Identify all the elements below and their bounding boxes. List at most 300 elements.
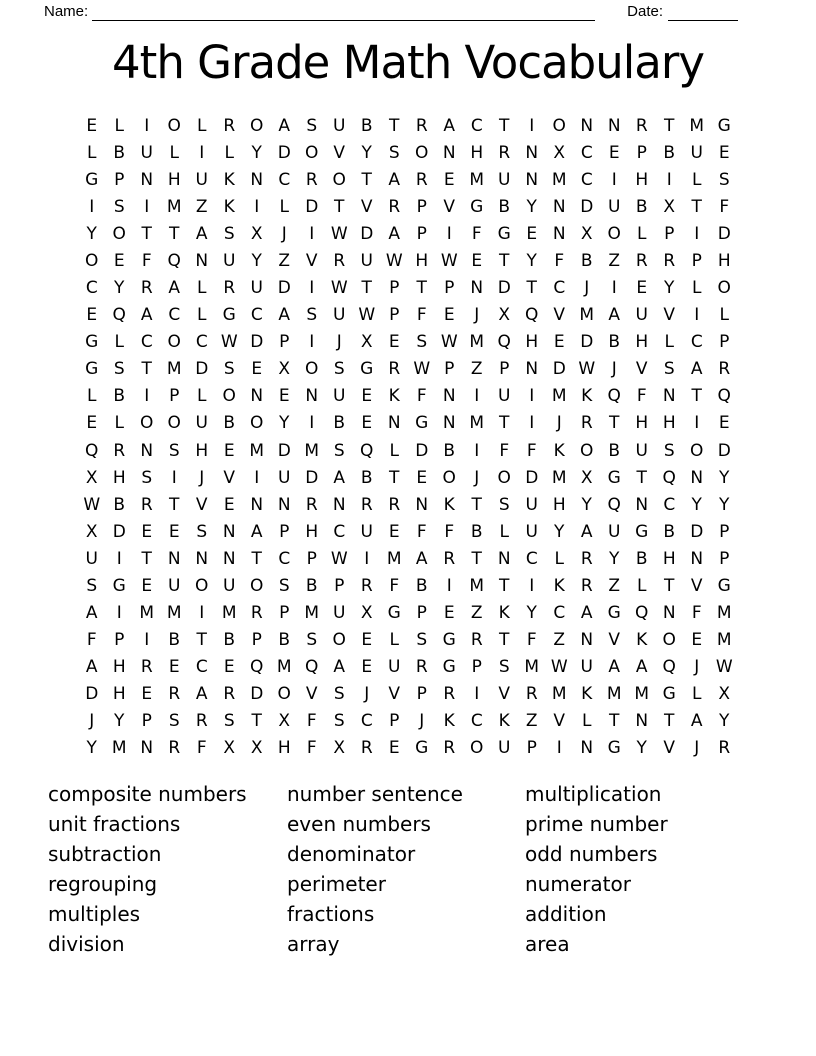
grid-cell: Q bbox=[360, 440, 374, 461]
grid-cell: A bbox=[140, 305, 153, 326]
grid-cell: S bbox=[416, 630, 428, 651]
grid-cell: M bbox=[249, 440, 265, 461]
grid-cell: V bbox=[690, 575, 703, 596]
grid-cell: C bbox=[195, 332, 208, 353]
grid-cell: W bbox=[330, 223, 348, 244]
grid-cell: L bbox=[87, 386, 97, 407]
grid-cell: U bbox=[498, 169, 511, 190]
grid-cell: I bbox=[144, 115, 150, 136]
grid-cell: M bbox=[469, 332, 485, 353]
grid-cell: A bbox=[580, 603, 593, 624]
grid-cell: J bbox=[419, 711, 425, 732]
grid-cell: U bbox=[525, 494, 538, 515]
grid-cell: B bbox=[443, 440, 456, 461]
grid-cell: M bbox=[386, 548, 402, 569]
grid-cell: P bbox=[389, 711, 400, 732]
grid-cell: R bbox=[498, 142, 511, 163]
grid-cell: O bbox=[470, 738, 484, 759]
grid-cell: F bbox=[306, 738, 317, 759]
grid-cell: A bbox=[635, 657, 648, 678]
grid-cell: M bbox=[469, 575, 485, 596]
header-row bbox=[44, 3, 738, 21]
grid-cell: O bbox=[690, 440, 704, 461]
name-input-line[interactable] bbox=[92, 4, 595, 21]
grid-cell: T bbox=[609, 413, 620, 434]
grid-cell: L bbox=[197, 278, 207, 299]
grid-cell: N bbox=[140, 440, 154, 461]
grid-cell: F bbox=[416, 521, 427, 542]
grid-cell: N bbox=[387, 413, 401, 434]
grid-cell: H bbox=[525, 332, 539, 353]
grid-cell: R bbox=[635, 115, 648, 136]
grid-cell: U bbox=[195, 413, 208, 434]
grid-cell: S bbox=[498, 657, 510, 678]
grid-cell: U bbox=[278, 467, 291, 488]
grid-cell: U bbox=[690, 142, 703, 163]
grid-cell: U bbox=[85, 548, 98, 569]
grid-cell: R bbox=[305, 494, 318, 515]
grid-cell: W bbox=[550, 657, 568, 678]
grid-cell: F bbox=[691, 603, 702, 624]
grid-cell: F bbox=[554, 250, 565, 271]
grid-cell: V bbox=[498, 684, 511, 705]
grid-cell: P bbox=[169, 386, 180, 407]
grid-cell: R bbox=[168, 684, 181, 705]
grid-cell: T bbox=[499, 413, 510, 434]
grid-cell: N bbox=[332, 494, 346, 515]
grid-cell: X bbox=[553, 142, 566, 163]
grid-cell: D bbox=[717, 223, 731, 244]
grid-cell: O bbox=[277, 684, 291, 705]
grid-cell: R bbox=[113, 440, 126, 461]
grid-cell: D bbox=[360, 223, 374, 244]
grid-cell: E bbox=[636, 278, 648, 299]
grid-cell: E bbox=[718, 142, 730, 163]
grid-cell: R bbox=[333, 250, 346, 271]
grid-cell: S bbox=[663, 440, 675, 461]
grid-cell: N bbox=[662, 386, 676, 407]
grid-cell: B bbox=[635, 196, 648, 217]
grid-cell: E bbox=[608, 142, 620, 163]
grid-cell: H bbox=[635, 413, 649, 434]
grid-cell: G bbox=[222, 305, 236, 326]
grid-cell: R bbox=[388, 494, 401, 515]
grid-cell: P bbox=[334, 575, 345, 596]
grid-cell: B bbox=[113, 386, 126, 407]
grid-cell: D bbox=[415, 440, 429, 461]
grid-cell: O bbox=[112, 223, 126, 244]
grid-cell: G bbox=[497, 223, 511, 244]
word-list-column bbox=[48, 780, 247, 959]
grid-cell: X bbox=[333, 738, 346, 759]
grid-cell: U bbox=[388, 657, 401, 678]
grid-cell: Y bbox=[114, 278, 125, 299]
grid-cell: H bbox=[470, 142, 484, 163]
grid-cell: U bbox=[360, 250, 373, 271]
word-list-item: prime number bbox=[525, 811, 668, 836]
grid-cell: E bbox=[168, 521, 180, 542]
grid-cell: U bbox=[223, 250, 236, 271]
grid-cell: H bbox=[415, 250, 429, 271]
grid-cell: W bbox=[440, 332, 458, 353]
grid-cell: X bbox=[663, 196, 676, 217]
grid-cell: Y bbox=[279, 413, 290, 434]
grid-cell: I bbox=[309, 278, 315, 299]
grid-cell: N bbox=[497, 548, 511, 569]
grid-cell: I bbox=[254, 196, 260, 217]
grid-cell: Y bbox=[719, 711, 730, 732]
grid-cell: E bbox=[86, 305, 98, 326]
grid-cell: C bbox=[278, 548, 291, 569]
grid-cell: I bbox=[446, 223, 452, 244]
grid-cell: V bbox=[635, 359, 648, 380]
grid-cell: U bbox=[333, 115, 346, 136]
grid-cell: K bbox=[553, 440, 565, 461]
grid-cell: G bbox=[387, 603, 401, 624]
grid-cell: C bbox=[553, 603, 566, 624]
grid-cell: L bbox=[692, 684, 702, 705]
grid-cell: T bbox=[361, 278, 372, 299]
grid-cell: H bbox=[717, 250, 731, 271]
grid-cell: J bbox=[584, 278, 590, 299]
grid-cell: O bbox=[305, 142, 319, 163]
grid-cell: R bbox=[140, 278, 153, 299]
grid-cell: Y bbox=[609, 548, 620, 569]
grid-cell: O bbox=[167, 413, 181, 434]
grid-cell: G bbox=[717, 575, 731, 596]
grid-cell: S bbox=[718, 169, 730, 190]
grid-cell: F bbox=[196, 738, 207, 759]
grid-cell: S bbox=[333, 711, 345, 732]
grid-cell: P bbox=[664, 223, 675, 244]
grid-cell: T bbox=[251, 711, 262, 732]
grid-cell: J bbox=[89, 711, 95, 732]
grid-cell: Z bbox=[608, 250, 621, 271]
grid-cell: M bbox=[304, 440, 320, 461]
grid-cell: R bbox=[140, 657, 153, 678]
grid-cell: J bbox=[694, 657, 700, 678]
grid-cell: H bbox=[635, 169, 649, 190]
grid-cell: T bbox=[526, 278, 537, 299]
grid-cell: C bbox=[470, 711, 483, 732]
grid-cell: N bbox=[195, 250, 209, 271]
grid-cell: E bbox=[526, 223, 538, 244]
grid-cell: Y bbox=[526, 250, 537, 271]
name-label: Name: bbox=[44, 3, 89, 20]
grid-cell: E bbox=[223, 494, 235, 515]
grid-cell: T bbox=[691, 196, 702, 217]
grid-cell: L bbox=[664, 332, 674, 353]
grid-cell: R bbox=[415, 115, 428, 136]
grid-cell: W bbox=[578, 359, 596, 380]
grid-cell: O bbox=[332, 169, 346, 190]
grid-cell: S bbox=[86, 575, 98, 596]
grid-cell: O bbox=[552, 115, 566, 136]
grid-cell: K bbox=[388, 386, 400, 407]
grid-cell: W bbox=[330, 278, 348, 299]
grid-cell: E bbox=[251, 359, 263, 380]
grid-cell: B bbox=[113, 142, 126, 163]
grid-cell: E bbox=[416, 467, 428, 488]
grid-cell: D bbox=[497, 278, 511, 299]
grid-cell: G bbox=[360, 359, 374, 380]
grid-cell: J bbox=[364, 684, 370, 705]
grid-cell: A bbox=[690, 711, 703, 732]
grid-cell: R bbox=[223, 278, 236, 299]
grid-cell: H bbox=[277, 738, 291, 759]
grid-cell: T bbox=[691, 386, 702, 407]
grid-cell: T bbox=[471, 494, 482, 515]
grid-cell: R bbox=[580, 575, 593, 596]
grid-cell: I bbox=[116, 603, 122, 624]
grid-cell: S bbox=[168, 440, 180, 461]
grid-cell: J bbox=[474, 305, 480, 326]
grid-cell: L bbox=[582, 711, 592, 732]
grid-cell: G bbox=[662, 684, 676, 705]
grid-cell: R bbox=[580, 413, 593, 434]
grid-cell: L bbox=[389, 440, 399, 461]
grid-cell: L bbox=[637, 223, 647, 244]
grid-cell: Z bbox=[278, 250, 291, 271]
date-input-line[interactable] bbox=[668, 4, 738, 21]
grid-cell: A bbox=[85, 657, 98, 678]
grid-cell: G bbox=[442, 657, 456, 678]
grid-cell: B bbox=[360, 115, 373, 136]
grid-cell: E bbox=[388, 738, 400, 759]
grid-cell: N bbox=[250, 494, 264, 515]
grid-cell: E bbox=[86, 115, 98, 136]
grid-cell: V bbox=[443, 196, 456, 217]
grid-cell: D bbox=[250, 684, 264, 705]
grid-cell: N bbox=[580, 738, 594, 759]
grid-cell: Z bbox=[470, 359, 483, 380]
grid-cell: T bbox=[499, 630, 510, 651]
grid-cell: W bbox=[385, 250, 403, 271]
grid-cell: B bbox=[278, 630, 291, 651]
grid-cell: I bbox=[529, 386, 535, 407]
grid-cell: J bbox=[611, 359, 617, 380]
grid-cell: D bbox=[85, 684, 99, 705]
grid-cell: D bbox=[277, 440, 291, 461]
grid-cell: R bbox=[580, 548, 593, 569]
grid-cell: T bbox=[471, 548, 482, 569]
grid-cell: D bbox=[525, 467, 539, 488]
grid-cell: U bbox=[498, 738, 511, 759]
grid-cell: B bbox=[608, 440, 621, 461]
grid-cell: L bbox=[692, 278, 702, 299]
grid-cell: L bbox=[197, 305, 207, 326]
grid-cell: H bbox=[167, 169, 181, 190]
grid-cell: R bbox=[360, 494, 373, 515]
grid-cell: E bbox=[443, 169, 455, 190]
grid-cell: O bbox=[662, 630, 676, 651]
grid-cell: G bbox=[85, 332, 99, 353]
grid-cell: F bbox=[86, 630, 97, 651]
grid-cell: V bbox=[388, 684, 401, 705]
grid-cell: I bbox=[144, 196, 150, 217]
grid-cell: X bbox=[85, 521, 98, 542]
grid-cell: F bbox=[636, 386, 647, 407]
word-list-item: multiples bbox=[48, 901, 141, 926]
word-list-item: fractions bbox=[287, 901, 375, 926]
grid-cell: W bbox=[358, 305, 376, 326]
grid-cell: C bbox=[690, 332, 703, 353]
grid-cell: D bbox=[305, 467, 319, 488]
grid-cell: M bbox=[166, 359, 182, 380]
grid-cell: M bbox=[551, 169, 567, 190]
grid-cell: O bbox=[332, 630, 346, 651]
grid-cell: Z bbox=[195, 196, 208, 217]
grid-cell: N bbox=[580, 630, 594, 651]
grid-cell: H bbox=[195, 440, 209, 461]
grid-cell: J bbox=[199, 467, 205, 488]
grid-cell: U bbox=[635, 305, 648, 326]
grid-cell: B bbox=[635, 548, 648, 569]
grid-cell: F bbox=[526, 630, 537, 651]
grid-cell: Y bbox=[719, 467, 730, 488]
grid-cell: B bbox=[498, 196, 511, 217]
grid-cell: Y bbox=[636, 738, 647, 759]
grid-cell: V bbox=[305, 250, 318, 271]
grid-cell: Z bbox=[470, 603, 483, 624]
grid-cell: M bbox=[551, 467, 567, 488]
grid-cell: W bbox=[413, 359, 431, 380]
grid-cell: M bbox=[111, 738, 127, 759]
grid-cell: N bbox=[442, 142, 456, 163]
grid-cell: E bbox=[113, 250, 125, 271]
grid-cell: I bbox=[529, 115, 535, 136]
grid-cell: S bbox=[113, 196, 125, 217]
grid-cell: A bbox=[690, 359, 703, 380]
grid-cell: T bbox=[389, 467, 400, 488]
grid-cell: A bbox=[250, 521, 263, 542]
grid-cell: P bbox=[416, 223, 427, 244]
grid-cell: V bbox=[333, 142, 346, 163]
grid-cell: C bbox=[470, 115, 483, 136]
grid-cell: N bbox=[250, 169, 264, 190]
grid-cell: U bbox=[635, 440, 648, 461]
grid-cell: X bbox=[360, 332, 373, 353]
grid-cell: N bbox=[690, 467, 704, 488]
grid-cell: A bbox=[415, 548, 428, 569]
grid-cell: E bbox=[443, 305, 455, 326]
word-list-item: even numbers bbox=[287, 811, 431, 836]
grid-cell: P bbox=[444, 359, 455, 380]
grid-cell: I bbox=[529, 575, 535, 596]
grid-cell: I bbox=[89, 196, 95, 217]
grid-cell: T bbox=[169, 494, 180, 515]
grid-cell: X bbox=[580, 223, 593, 244]
grid-cell: Y bbox=[86, 223, 97, 244]
grid-cell: N bbox=[442, 413, 456, 434]
grid-cell: O bbox=[167, 332, 181, 353]
grid-cell: J bbox=[281, 223, 287, 244]
grid-cell: E bbox=[361, 386, 373, 407]
grid-cell: S bbox=[113, 359, 125, 380]
grid-cell: T bbox=[141, 359, 152, 380]
grid-cell: O bbox=[167, 115, 181, 136]
grid-cell: O bbox=[85, 250, 99, 271]
grid-cell: E bbox=[388, 332, 400, 353]
grid-cell: C bbox=[525, 548, 538, 569]
grid-cell: X bbox=[718, 684, 731, 705]
word-list-item: denominator bbox=[287, 841, 416, 866]
grid-cell: B bbox=[608, 332, 621, 353]
grid-cell: I bbox=[254, 467, 260, 488]
grid-cell: E bbox=[141, 575, 153, 596]
grid-cell: V bbox=[608, 630, 621, 651]
grid-cell: I bbox=[199, 603, 205, 624]
grid-cell: S bbox=[278, 575, 290, 596]
grid-cell: X bbox=[250, 738, 263, 759]
grid-cell: N bbox=[607, 115, 621, 136]
word-list-item: array bbox=[287, 931, 340, 956]
grid-cell: R bbox=[168, 738, 181, 759]
grid-cell: M bbox=[139, 603, 155, 624]
grid-cell: G bbox=[85, 359, 99, 380]
grid-cell: R bbox=[223, 115, 236, 136]
grid-cell: L bbox=[499, 521, 509, 542]
grid-cell: L bbox=[197, 386, 207, 407]
grid-cell: C bbox=[580, 169, 593, 190]
grid-cell: H bbox=[112, 467, 126, 488]
date-label: Date: bbox=[627, 3, 663, 20]
grid-cell: E bbox=[223, 440, 235, 461]
grid-cell: D bbox=[717, 440, 731, 461]
grid-cell: H bbox=[112, 657, 126, 678]
grid-cell: O bbox=[497, 467, 511, 488]
grid-cell: G bbox=[635, 521, 649, 542]
grid-cell: O bbox=[250, 575, 264, 596]
grid-cell: T bbox=[664, 711, 675, 732]
grid-cell: R bbox=[635, 250, 648, 271]
grid-cell: A bbox=[608, 305, 621, 326]
grid-cell: G bbox=[607, 738, 621, 759]
grid-cell: P bbox=[471, 657, 482, 678]
grid-cell: M bbox=[304, 603, 320, 624]
grid-cell: Y bbox=[251, 250, 262, 271]
grid-cell: N bbox=[195, 548, 209, 569]
grid-cell: F bbox=[526, 440, 537, 461]
grid-cell: L bbox=[719, 305, 729, 326]
grid-cell: P bbox=[251, 630, 262, 651]
grid-cell: P bbox=[114, 169, 125, 190]
grid-cell: E bbox=[168, 657, 180, 678]
grid-cell: R bbox=[140, 494, 153, 515]
grid-cell: L bbox=[87, 142, 97, 163]
grid-cell: N bbox=[250, 386, 264, 407]
grid-cell: U bbox=[498, 386, 511, 407]
grid-cell: B bbox=[168, 630, 181, 651]
grid-cell: B bbox=[305, 575, 318, 596]
grid-cell: A bbox=[278, 305, 291, 326]
grid-cell: A bbox=[388, 223, 401, 244]
grid-cell: P bbox=[499, 359, 510, 380]
grid-cell: I bbox=[474, 440, 480, 461]
grid-cell: I bbox=[694, 413, 700, 434]
grid-cell: N bbox=[635, 711, 649, 732]
grid-cell: R bbox=[525, 684, 538, 705]
grid-cell: Y bbox=[691, 494, 702, 515]
grid-cell: C bbox=[360, 711, 373, 732]
grid-cell: A bbox=[195, 684, 208, 705]
grid-cell: I bbox=[309, 332, 315, 353]
grid-cell: Q bbox=[112, 305, 126, 326]
grid-cell: E bbox=[223, 657, 235, 678]
grid-cell: J bbox=[556, 413, 562, 434]
grid-cell: S bbox=[223, 711, 235, 732]
grid-cell: H bbox=[662, 548, 676, 569]
